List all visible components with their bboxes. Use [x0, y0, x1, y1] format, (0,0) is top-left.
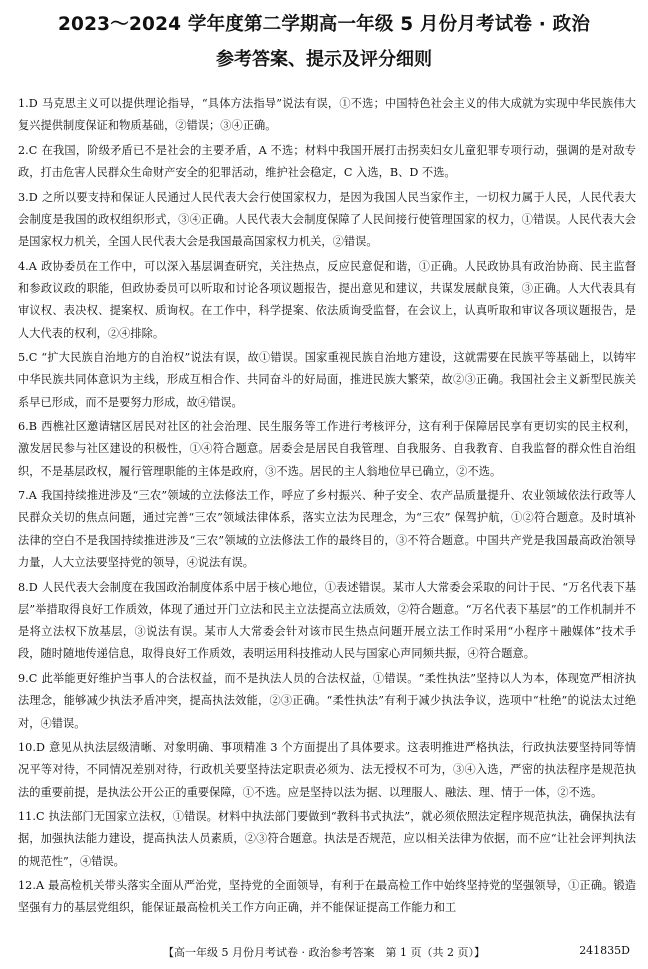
- answer-explanation: 马克思主义可以提供理论指导，“具体方法指导”说法有误，①不选；中国特色社会主义的伟大成就为实现中华民族伟大复兴提供制度保证和物质基础，②错误；③④正确。: [18, 97, 636, 133]
- answer-number: 3.D: [18, 190, 38, 204]
- answer-number: 9.C: [18, 671, 38, 685]
- answer-explanation: 在我国，阶级矛盾已不是社会的主要矛盾，A 不选；材料中我国开展打击拐卖妇女儿童犯罪专项行动，强调的是对敌专政，打击危害人民群众生命财产安全的犯罪活动，维护社会稳定，C 入选，B、D 不选。: [18, 143, 636, 180]
- answer-item-4: [18, 256, 636, 345]
- answer-item-1: [18, 93, 636, 138]
- answer-explanation: 意见从执法层级清晰、对象明确、事项精准 3 个方面提出了具体要求。这表明推进严格执法，行政执法要坚持同等情况平等对待，不同情况差别对待，行政机关要坚持法定职责必须为、法无授权不可为，③④入选，严密的执法程序是规范执法的重要前提，是执法公开公正的重要保障，①不选。应是坚持以法为据、以理服人、融法、理、情于一体，②不选。: [18, 741, 636, 799]
- answer-item-2: [18, 140, 636, 185]
- answer-number: 5.C: [18, 351, 38, 365]
- answer-item-10: [18, 737, 636, 804]
- answer-number: 12.A: [18, 879, 45, 893]
- answer-item-12: [18, 875, 636, 920]
- answer-explanation: 执法部门无国家立法权，①错误。材料中执法部门要做到“教科书式执法”，就必须依照法定程序规范执法，确保执法有据，加强执法能力建设，提高执法人员素质，②③符合题意。执法是否规范，应以相关法律为依据，而不应“让社会评判执法的规范性”，④错误。: [18, 810, 636, 868]
- answer-item-9: [18, 668, 636, 735]
- answer-list: [18, 93, 636, 922]
- answer-item-6: [18, 416, 636, 483]
- answer-item-11: [18, 806, 636, 873]
- answer-item-3: [18, 187, 636, 254]
- answer-explanation: 政协委员在工作中，可以深入基层调查研究，关注热点，反应民意促和谐，①正确。人民政协具有政治协商、民主监督和参政议政的职能，但政协委员可以听取和讨论各项议题报告，提出意见和建议，共谋发展献良策，③正确。人大代表具有审议权、表决权、提案权、质询权。在工作中，科学提案、依法质询受监督，在会议上，认真听取和审议各项议题报告，是人大代表的权利，②④排除。: [18, 259, 636, 340]
- page-title: 2023～2024 学年度第二学期高一年级 5 月份月考试卷 · 政治: [57, 14, 591, 35]
- page-subtitle: 参考答案、提示及评分细则: [216, 49, 432, 70]
- answer-explanation: 之所以要支持和保证人民通过人民代表大会行使国家权力，是因为我国人民当家作主，一切权力属于人民，人民代表大会制度是我国的政权组织形式，③④正确。人民代表大会制度保障了人民间接行使管理国家的权力，①错误。人民代表大会是国家权力机关，全国人民代表大会是我国最高国家权力机关，②错误。: [18, 190, 636, 249]
- answer-explanation: 此举能更好维护当事人的合法权益，而不是执法人员的合法权益，①错误。“柔性执法”坚持以人为本，体现宽严相济执法理念，能够减少执法矛盾冲突，提高执法效能，②③正确。“柔性执法”有利于减少执法争议，选项中“杜绝”的说法太过绝对，④错误。: [18, 671, 636, 730]
- answer-number: 4.A: [18, 259, 37, 273]
- answer-number: 11.C: [18, 810, 45, 824]
- answer-item-8: [18, 577, 636, 666]
- answer-item-7: [18, 485, 636, 574]
- answer-explanation: 西樵社区邀请辖区居民对社区的社会治理、民生服务等工作进行考核评分，这有利于保障居民享有更切实的民主权利，激发居民参与社区建设的积极性，①④符合题意。居委会是居民自我管理、自我服务、自我教育、自我监督的群众性自治组织，不是基层政权，履行管理职能的主体是政府，③不选。居民的主人翁地位早已确立，②不选。: [18, 420, 636, 478]
- answer-explanation: 人民代表大会制度在我国政治制度体系中居于核心地位，①表述错误。某市人大常委会采取的问计于民、“万名代表下基层”举措取得良好工作质效，体现了通过开门立法和民主立法提高立法质效，②符合题意。“万名代表下基层”的工作机制并不是将立法权下放基层，③说法有误。某市人大常委会针对该市民生热点问题开展立法工作时采用“小程序＋融媒体”技术手段，随时随地传递信息，取得良好工作质效，表明运用科技推动人民与国家心声同频共振，④符合题意。: [18, 580, 636, 661]
- footer-document-code: 241835D: [579, 944, 630, 957]
- answer-number: 10.D: [18, 741, 45, 754]
- answer-number: 2.C: [18, 143, 38, 157]
- answer-explanation: 我国持续推进涉及“三农”领域的立法修法工作，呼应了乡村振兴、种子安全、农产品质量提升、农业领域依法行政等人民群众关切的焦点问题，通过完善“三农”领域法律体系，落实立法为民理念，为“三农” 保驾护航，①②符合题意。及时填补法律的空白不是我国持续推进涉及“三农”领域的立法修法工作的最终目的，③不符合题意。中国共产党是我国最高政治领导力量，人大立法要坚持党的领导，④说法有误。: [18, 489, 636, 570]
- answer-number: 1.D: [18, 97, 38, 110]
- answer-explanation: 最高检机关带头落实全面从严治党，坚持党的全面领导，有利于在最高检工作中始终坚持党的坚强领导，①正确。锻造坚强有力的基层党组织，能保证最高检机关工作方向正确，并不能保证提高工作能力和工: [18, 879, 636, 915]
- answer-number: 7.A: [18, 489, 37, 503]
- footer-page-info: 【高一年级 5 月份月考试卷 · 政治参考答案 第 1 页（共 2 页）】: [163, 946, 485, 959]
- answer-item-5: [18, 347, 636, 414]
- answer-explanation: “扩大民族自治地方的自治权”说法有误，故①错误。国家重视民族自治地方建设，这就需要在民族平等基础上，以铸牢中华民族共同体意识为主线，形成互相合作、共同奋斗的好局面，推进民族大繁荣，故②③正确。我国社会主义新型民族关系早已形成，而不是要努力形成，故④错误。: [18, 351, 636, 409]
- answer-number: 8.D: [18, 580, 38, 594]
- answer-number: 6.B: [18, 420, 38, 434]
